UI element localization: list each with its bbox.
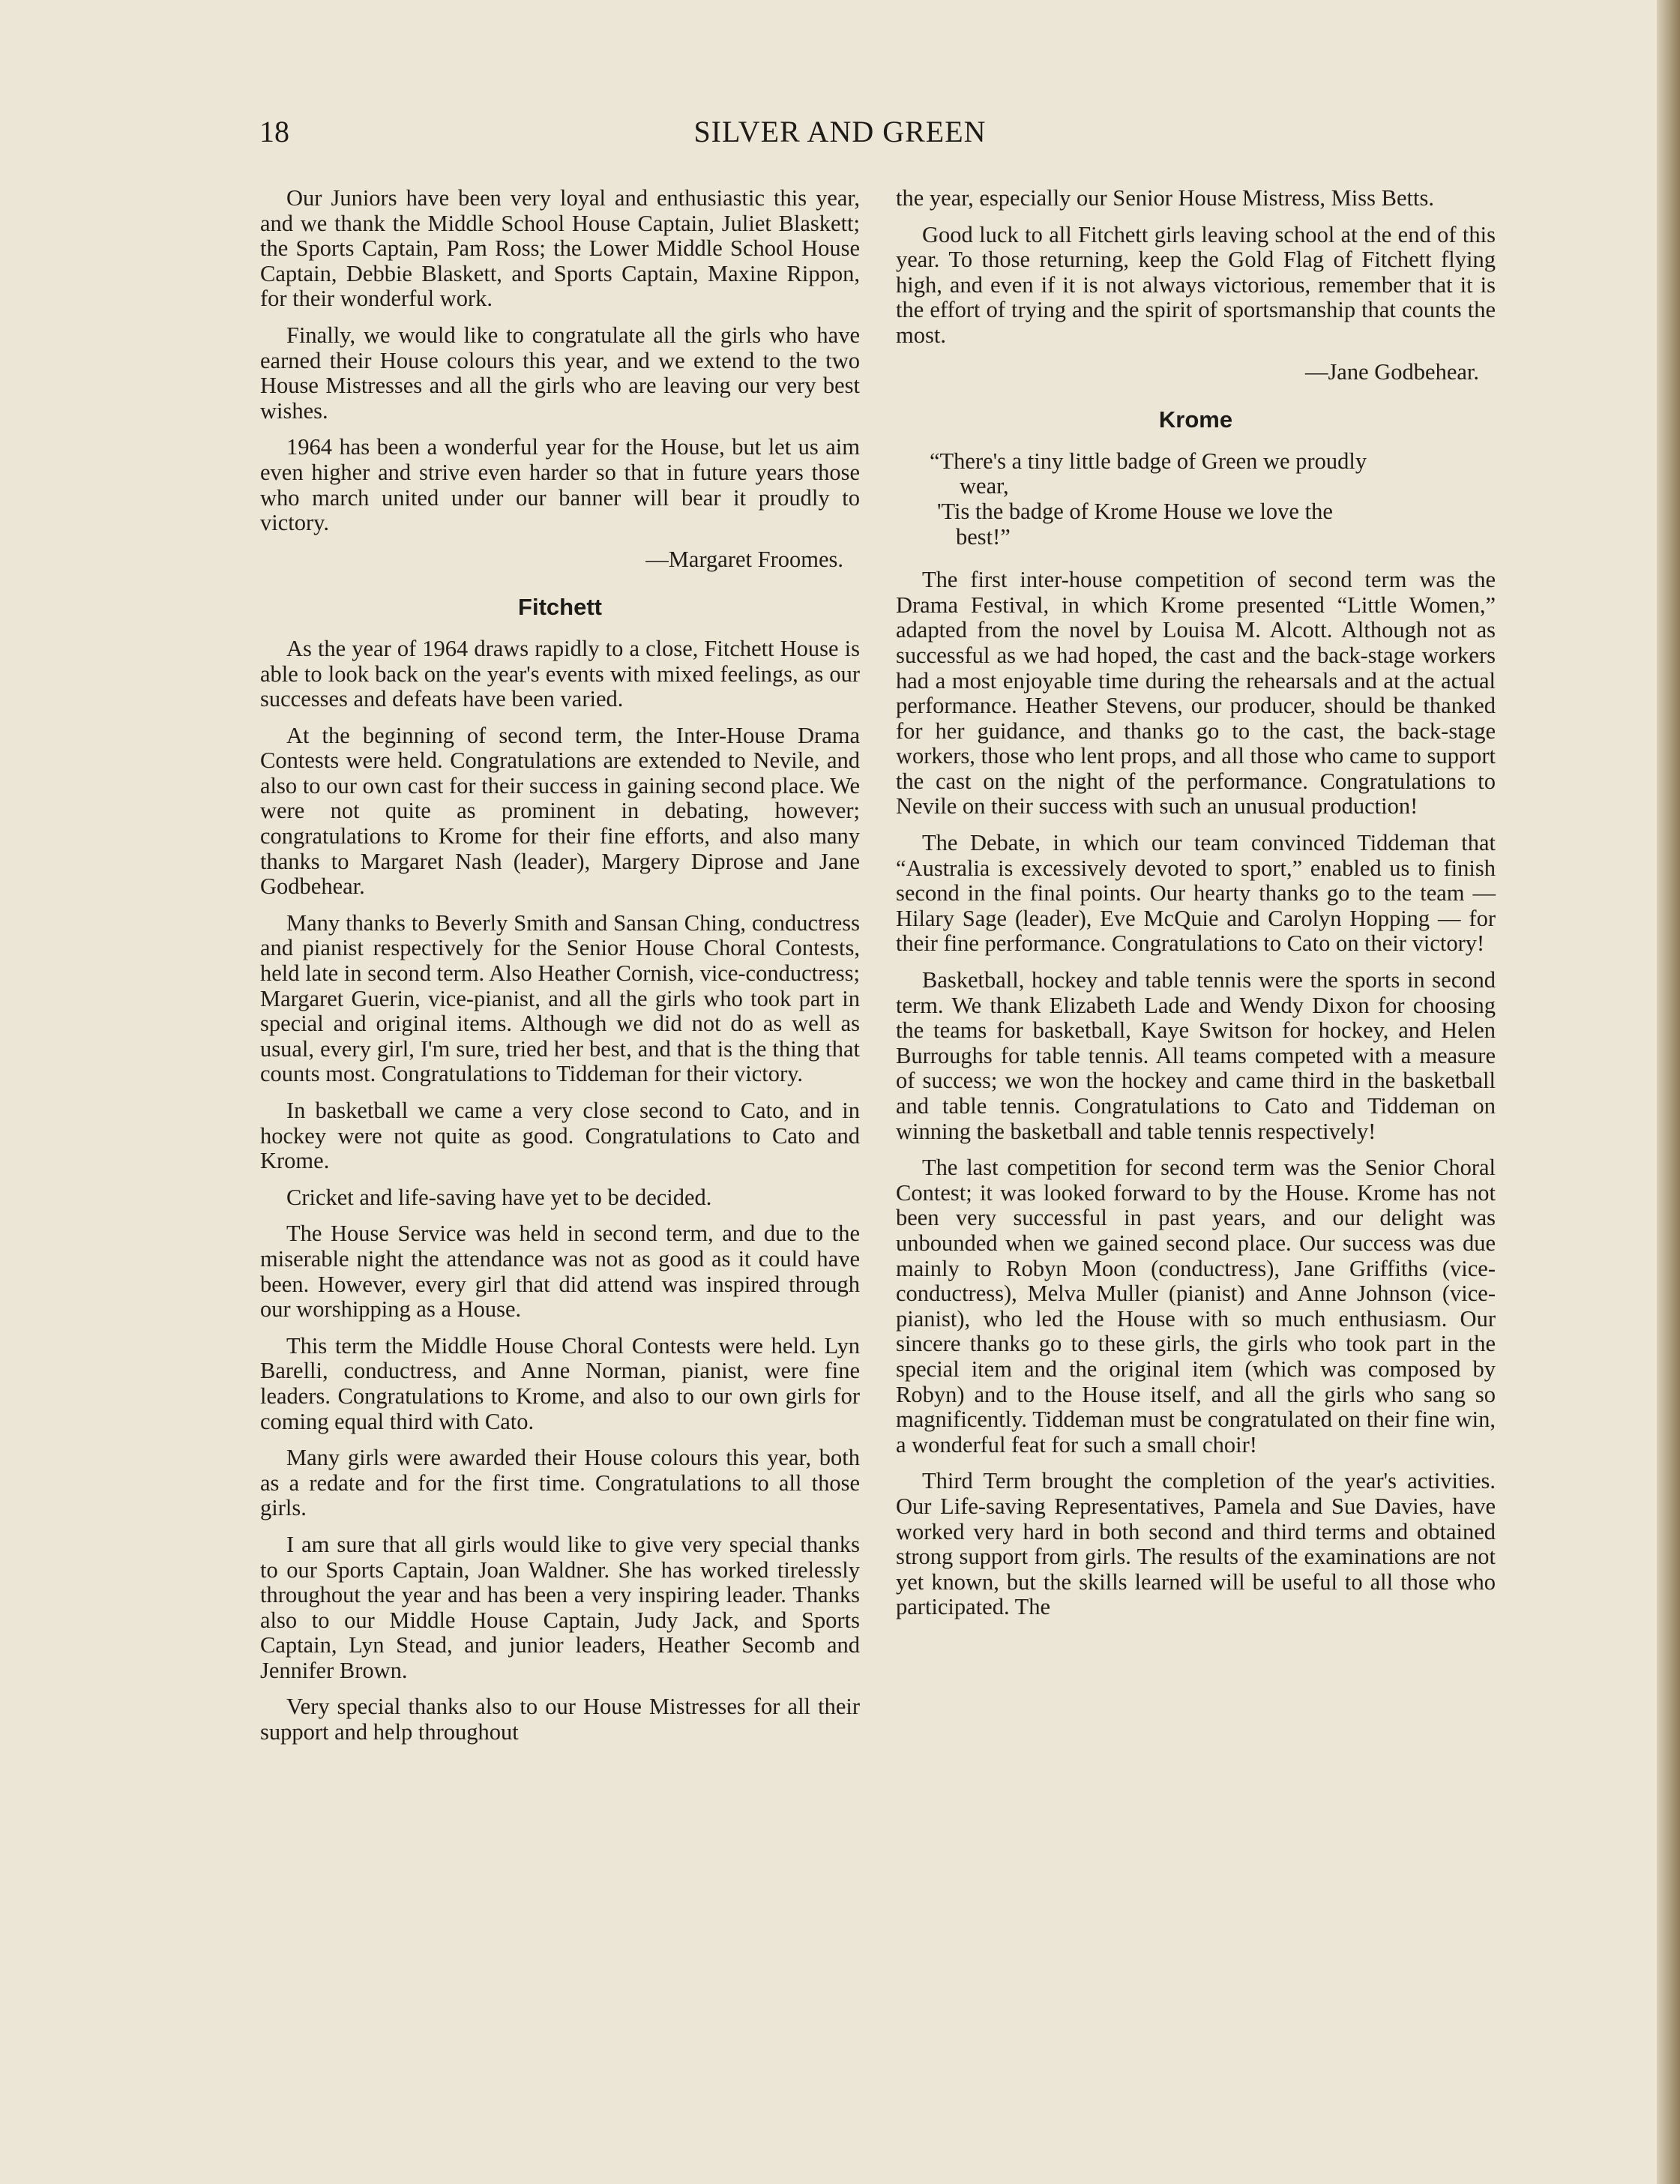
quote-line-text: wear, — [960, 473, 1009, 499]
page-header — [0, 114, 1657, 159]
krome-paragraph: Third Term brought the completion of the year's activities. Our Life-saving Representatives, Pamela and Sue Davies, have worked very hard in both second and third terms and obtained strong support from girls. The results of the examinations are not yet known, but the skills learned will be useful to all those who participated. The — [896, 1468, 1496, 1620]
page-number: 18 — [259, 115, 289, 148]
quote-line-text: “There's a tiny little badge of Green we proudly — [930, 448, 1367, 474]
fitchett-paragraph: Good luck to all Fitchett girls leaving school at the end of this year. To those returning, keep the Gold Flag of Fitchett flying high, and even if it is not always victorious, remember that it is the effort of trying and the spirit of sportsmanship that counts the most. — [896, 221, 1496, 348]
fitchett-paragraph: The House Service was held in second term, and due to the miserable night the attendance was not as good as it could have been. However, every girl that did attend was inspired through our worshipping as a House. — [260, 1221, 860, 1323]
fitchett-paragraph: Many thanks to Beverly Smith and Sansan Ching, conductress and pianist respectively for the Senior House Choral Contests, held late in second term. Also Heather Cornish, vice-conductress; Margaret Guerin, vice-pianist, and all the girls who took part in special and original items. Although we did not do as well as usual, every girl, I'm sure, tried her best, and that is the thing that counts most. Congratulations to Tiddeman for their victory. — [260, 909, 860, 1087]
section-heading-fitchett: Fitchett — [518, 594, 602, 621]
fitchett-paragraph: This term the Middle House Choral Contests were held. Lyn Barelli, conductress, and Anne Norman, pianist, were fine leaders. Congratulations to Krome, and also to our own girls for coming equal third with Cato. — [260, 1332, 860, 1434]
intro-paragraph: 1964 has been a wonderful year for the House, but let us aim even higher and strive even harder so that in future years those who march united under our banner will bear it proudly to victory. — [260, 434, 860, 536]
intro-paragraph: Finally, we would like to congratulate all the girls who have earned their House colours this year, and we extend to the two House Mistresses and all the girls who are leaving our very best wishes. — [260, 322, 860, 424]
fitchett-paragraph: Very special thanks also to our House Mistresses for all their support and help throughout — [260, 1694, 860, 1745]
fitchett-paragraph: As the year of 1964 draws rapidly to a close, Fitchett House is able to look back on the year's events with mixed feelings, as our successes and defeats have been varied. — [260, 635, 860, 712]
quote-line-text: 'Tis the badge of Krome House we love the — [937, 498, 1333, 524]
fitchett-continuation: the year, especially our Senior House Mistress, Miss Betts. — [896, 185, 1434, 211]
left-column — [260, 186, 860, 1757]
fitchett-paragraph: Many girls were awarded their House colours this year, both as a redate and for the first time. Congratulations to all those girls. — [260, 1445, 860, 1521]
krome-paragraph: The first inter-house competition of second term was the Drama Festival, in which Krome presented “Little Women,” adapted from the novel by Louisa M. Alcott. Although not as successful as we had hoped, the cast and the back-stage workers had a most enjoyable time during the rehearsals and at the actual performance. Heather Stevens, our producer, should be thanked for her guidance, and thanks go to the cast, the back-stage workers, those who lent props, and all those who came to support the cast on the night of the performance. Congratulations to Nevile on their success with such an unusual production! — [896, 567, 1496, 819]
krome-paragraph: The last competition for second term was the Senior Choral Contest; it was looked forward to by the House. Krome has not been very successful in past years, and our delight was unbounded when we gained second place. Our success was due mainly to Robyn Moon (conductress), Jane Griffiths (vice-conductress), Melva Muller (pianist) and Anne Johnson (vice-pianist), who led the House with so much enthusiasm. Our sincere thanks go to these girls, the girls who took part in the special item and the original item (which was composed by Robyn) and to the House itself, and all the girls who sang so magnificently. Tiddeman must be congratulated on their fine win, a wonderful feat for such a small choir! — [896, 1155, 1496, 1457]
section-heading-krome: Krome — [1158, 406, 1233, 433]
signature: —Margaret Froomes. — [645, 546, 843, 572]
right-column — [896, 186, 1496, 1631]
fitchett-paragraph: At the beginning of second term, the Inter-House Drama Contests were held. Congratulations are extended to Nevile, and also to our own cast for their success in gaining second place. We were not quite as prominent in debating, however; congratulations to Krome for their fine efforts, and also many thanks to Margaret Nash (leader), Margery Diprose and Jane Godbehear. — [260, 722, 860, 900]
signature: —Jane Godbehear. — [1304, 358, 1479, 385]
krome-paragraph: The Debate, in which our team convinced Tiddeman that “Australia is excessively devoted to sport,” enabled us to finish second in the final points. Our hearty thanks go to the team — Hilary Sage (leader), Eve McQuie and Carolyn Hopping — for their fine performance. Congratulations to Cato on their victory! — [896, 830, 1496, 957]
quote-line-text: best!” — [956, 523, 1011, 550]
page-edge-shadow — [1657, 0, 1680, 2184]
fitchett-paragraph: Cricket and life-saving have yet to be decided. — [286, 1184, 712, 1210]
quote-line — [896, 449, 1496, 499]
running-title: SILVER AND GREEN — [693, 115, 987, 148]
quote-line — [896, 499, 1496, 550]
fitchett-paragraph: I am sure that all girls would like to give very special thanks to our Sports Captain, Joan Waldner. She has worked tirelessly throughout the year and has been a very inspiring leader. Thanks also to our Middle House Captain, Judy Jack, and Sports Captain, Lyn Stead, and junior leaders, Heather Secomb and Jennifer Brown. — [260, 1531, 860, 1683]
intro-paragraph: Our Juniors have been very loyal and enthusiastic this year, and we thank the Middle School House Captain, Juliet Blaskett; the Sports Captain, Pam Ross; the Lower Middle School House Captain, Debbie Blaskett, and Sports Captain, Maxine Rippon, for their wonderful work. — [260, 185, 860, 312]
fitchett-paragraph: In basketball we came a very close second to Cato, and in hockey were not quite as good. Congratulations to Cato and Krome. — [260, 1098, 860, 1174]
krome-paragraph: Basketball, hockey and table tennis were the sports in second term. We thank Elizabeth Lade and Wendy Dixon for choosing the teams for basketball, Kaye Switson for hockey, and Helen Burroughs for table tennis. All teams competed with a measure of success; we won the hockey and came third in the basketball and table tennis. Congratulations to Cato and Tiddeman on winning the basketball and table tennis respectively! — [896, 967, 1496, 1144]
house-song-quote — [896, 449, 1496, 550]
